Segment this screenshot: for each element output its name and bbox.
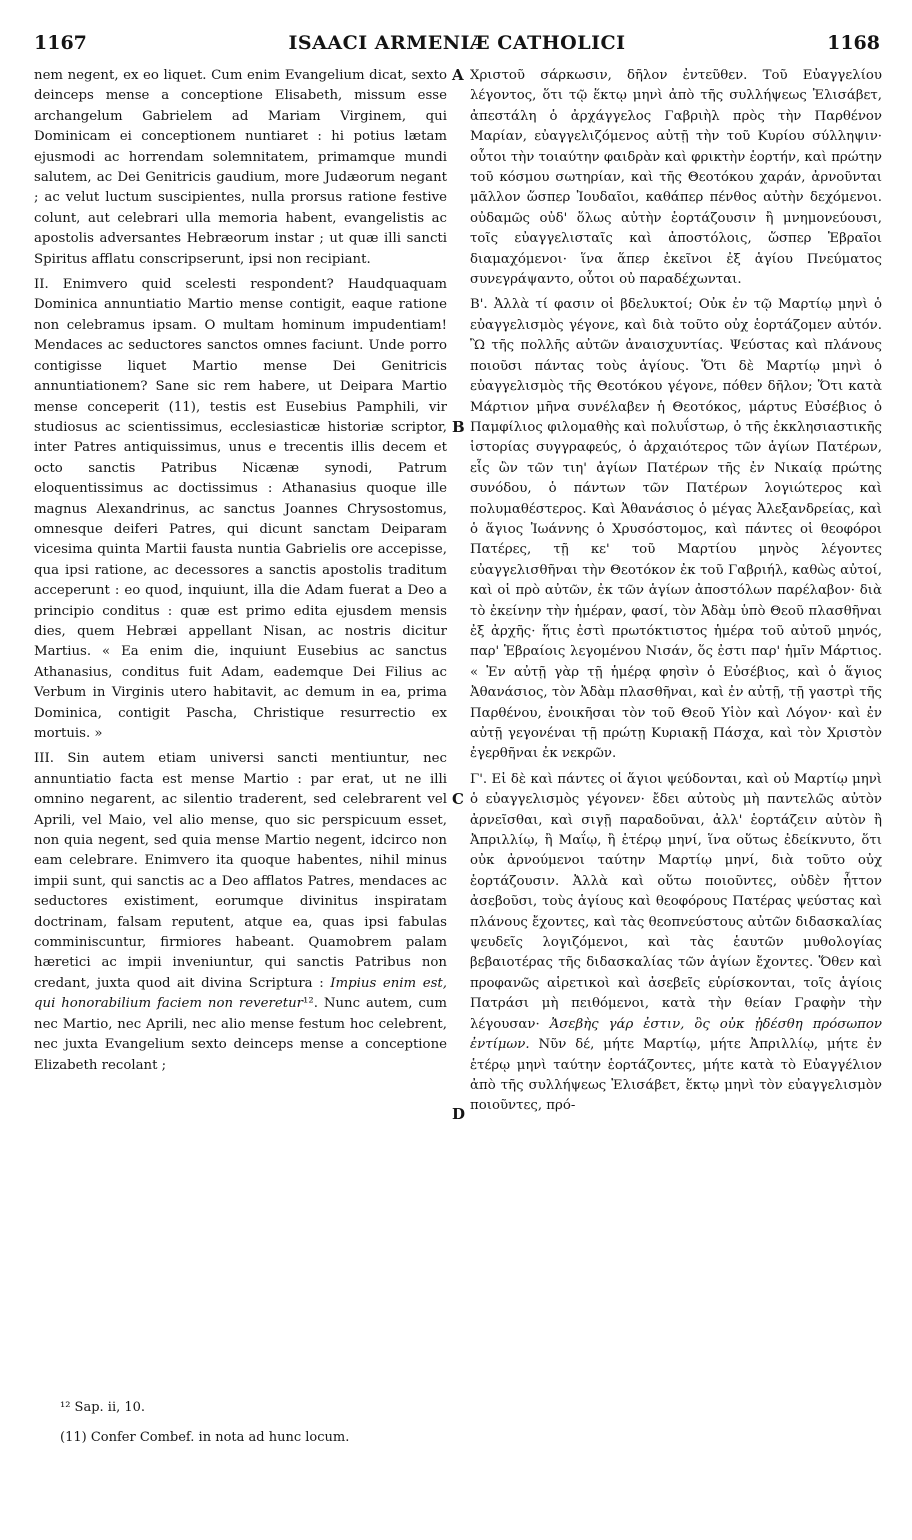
latin-paragraph-3-text: III. Sin autem etiam universi sancti mentiuntur, nec annuntiatio facta est mense Martio : par erat, ut ne illi omnino negarent, ac silentio traderent, sed celebrarent vel Aprili, vel Maio, vel alio mense, quo sic perspicuum esset, non quia negent, sed quia mense Martio negent, idcirco non eam celebrare. Enimvero ita quoque habentes, nihil minus impii sunt, qui sanctis ac a Deo afflatos Patres, mendaces ac seductores existiment, eorumque divinitus inspiratam doctrinam, falsam reputent, atque ea, quas ipsi fabulas comminiscuntur, firmiores habeant. Quamobrem palam hæretici ac impii inveniuntur, qui sanctis Patribus non credant, juxta quod ait divina Scriptura : [34, 751, 447, 991]
page-header [34, 32, 880, 60]
margin-marker-a: A [452, 66, 464, 84]
greek-paragraph-3-text: Γ'. Εἰ δὲ καὶ πάντες οἱ ἅγιοι ψεύδονται, καὶ οὐ Μαρτίῳ μηνὶ ὁ εὐαγγελισμὸς γέγονεν· ἔδει αὐτοὺς μὴ παντελῶς αὐτὸν ἀρνεῖσθαι, καὶ σιγῇ παραδοῦναι, ἀλλ' ἑορτάζειν αὐτὸν ἢ Ἀπριλλίῳ, ἢ Μαΐῳ, ἢ ἑτέρῳ μηνί, ἵνα οὕτως ἐδείκνυτο, ὅτι οὐκ ἀρνούμενοι ταύτην Μαρτίῳ μηνί, διὰ τοῦτο οὐχ ἑορτάζουσιν. Ἀλλὰ καὶ οὕτω ποιοῦντες, οὐδὲν ἧττον ἀσεβοῦσι, τοὺς ἁγίους καὶ θεοφόρους Πατέρας ψεύστας καὶ πλάνους ἔχοντες, καὶ τὰς θεοπνεύστους αὐτῶν διδασκαλίας ψευδεῖς λογιζόμενοι, καὶ τὰς ἑαυτῶν μυθολογίας βεβαιοτέρας τῆς διδασκαλίας τῶν ἁγίων ἔχοντες. Ὅθεν καὶ προφανῶς αἱρετικοὶ καὶ ἀσεβεῖς εὑρίσκονται, τοῖς ἁγίοις Πατράσι μὴ πειθόμενοι, κατὰ τὴν θείαν Γραφὴν τὴν λέγουσαν· [470, 771, 882, 1032]
footnote-ref: ¹² [303, 996, 314, 1012]
greek-scripture-quote: Ἀσεβὴς γάρ ἐστιν, ὃς οὐκ ᾐδέσθη πρόσωπον ἐντίμων. [470, 1016, 882, 1053]
page-number-right: 1168 [827, 32, 880, 54]
latin-paragraph-1: nem negent, ex eo liquet. Cum enim Evangelium dicat, sexto deinceps mense a conceptione Elisabeth, missum esse archangelum Gabrielem ad Mariam Virginem, qui Dominicam ei conceptionem nuntiaret : hi potius lætam ejusmodi ac horrendam solemnitatem, primamque mundi salutem, ac Dei Genitricis gaudium, more Judæorum negant ; ac velut luctum suscipientes, nulla prorsus ratione festive colunt, aut celebrari ulla memoria habent, evangelistis ac apostolis adversantes Hebræorum instar ; ut quæ illi sancti Spiritus afflatu conscripserunt, ipsi non recipiant. [34, 68, 447, 267]
latin-scripture-quote: Impius enim est, qui honorabilium faciem non reveretur [34, 975, 447, 1012]
latin-paragraph-3-end: . Nunc autem, cum nec Martio, nec Aprili, nec alio mense festum hoc celebrent, nec juxta Evangelium sexto deinceps mense a conceptione Elizabeth recolant ; [34, 996, 448, 1073]
margin-marker-b: B [452, 418, 465, 436]
margin-marker-c: C [452, 790, 464, 808]
latin-column [34, 66, 447, 1081]
latin-paragraph-3 [34, 749, 447, 1076]
margin-marker-d: D [452, 1105, 466, 1123]
greek-paragraph-3 [470, 770, 882, 1117]
page-number-left: 1167 [34, 32, 87, 54]
greek-column [470, 66, 882, 1122]
footnote-1: ¹² Sap. ii, 10. [60, 1400, 146, 1415]
greek-paragraph-2: Β'. Ἀλλὰ τί φασιν οἱ βδελυκτοί; Οὐκ ἐν τῷ Μαρτίῳ μηνὶ ὁ εὐαγγελισμὸς γέγονε, καὶ διὰ τοῦτο οὐχ ἑορτάζομεν αὐτόν. Ὢ τῆς πολλῆς αὐτῶν ἀναισχυντίας. Ψεύστας καὶ πλάνους ποιοῦσι πάντας τοὺς ἁγίους. Ὅτι δὲ Μαρτίῳ μηνὶ ὁ εὐαγγελισμὸς τῆς Θεοτόκου γέγονε, πόθεν δῆλον; Ὅτι κατὰ Μάρτιον μῆνα συνέλαβεν ἡ Θεοτόκος, μάρτυς Εὐσέβιος ὁ Παμφίλιος φιλομαθὴς καὶ πολυΐστωρ, ὁ τῆς ἐκκλησιαστικῆς ἱστορίας συγγραφεύς, ὁ ἀρχαιότερος τῶν ἁγίων Πατέρων, εἷς ὢν τῶν τιη' ἁγίων Πατέρων τῆς ἐν Νικαίᾳ πρώτης συνόδου, ὁ πάντων τῶν Πατέρων λογιώτερος καὶ πολυμαθέστερος. Καὶ Ἀθανάσιος ὁ μέγας Ἀλεξανδρείας, καὶ ὁ ἅγιος Ἰωάννης ὁ Χρυσόστομος, καὶ πάντες οἱ θεοφόροι Πατέρες, τῇ κε' τοῦ Μαρτίου μηνὸς λέγοντες εὐαγγελισθῆναι τὴν Θεοτόκον ἐκ τοῦ Γαβριήλ, καθὼς αὐτοί, καὶ οἱ πρὸ αὐτῶν, ἐκ τῶν ἁγίων ἀποστόλων παρέλαβον· διὰ τὸ ἐκείνην τὴν ἡμέραν, φασί, τὸν Ἀδὰμ ὑπὸ Θεοῦ πλασθῆναι ἐξ ἀρχῆς· ἥτις ἐστὶ πρωτόκτιστος ἡμέρα τοῦ αὐτοῦ μηνός, παρ' Ἑβραίοις λεγομένου Νισάν, ὅς ἐστι παρ' ἡμῖν Μάρτιος. « Ἐν αὐτῇ γὰρ τῇ ἡμέρᾳ φησὶν ὁ Εὐσέβιος, καὶ ὁ ἅγιος Ἀθανάσιος, τὸν Ἀδὰμ πλασθῆναι, καὶ ἐν αὐτῇ, τῇ γαστρὶ τῆς Παρθένου, ἐνοικῆσαι τὸν τοῦ Θεοῦ Υἱὸν καὶ Λόγον· καὶ ἐν αὐτῇ γεγονέναι τῇ πρώτῃ Κυριακῇ Πάσχα, καὶ τὸν Χριστὸν ἐγερθῆναι ἐκ νεκρῶν. [470, 297, 882, 762]
running-title: ISAACI ARMENIÆ CATHOLICI [288, 32, 626, 54]
footnote-2: (11) Confer Combef. in nota ad hunc locum. [60, 1430, 350, 1445]
greek-paragraph-1: Χριστοῦ σάρκωσιν, δῆλον ἐντεῦθεν. Τοῦ Εὐαγγελίου λέγοντος, ὅτι τῷ ἕκτῳ μηνὶ ἀπὸ τῆς συλλήψεως Ἐλισάβετ, ἀπεστάλη ὁ ἀρχάγγελος Γαβριὴλ πρὸς τὴν Παρθένον Μαρίαν, εὐαγγελιζόμενος αὐτῇ τὴν τοῦ Κυρίου σύλληψιν· οὗτοι τὴν τοιαύτην φαιδρὰν καὶ φρικτὴν ἑορτήν, καὶ πρώτην τοῦ κόσμου σωτηρίαν, καὶ τῆς Θεοτόκου χαράν, ἀρνοῦνται μᾶλλον ὥσπερ Ἰουδαῖοι, καθάπερ πένθος αὐτὴν δεχόμενοι. οὐδαμῶς οὐδ' ὅλως αὐτὴν ἑορτάζουσιν ἢ μνημονεύουσι, τοῖς εὐαγγελισταῖς καὶ ἀποστόλοις, ὥσπερ Ἑβραῖοι διαμαχόμενοι· ἵνα ἅπερ ἐκεῖνοι ἐξ ἁγίου Πνεύματος συνεγράψαντο, οὗτοι οὐ παραδέχωνται. [470, 68, 882, 288]
greek-paragraph-3-end: Νῦν δέ, μήτε Μαρτίῳ, μήτε Ἀπριλλίῳ, μήτε ἐν ἑτέρῳ μηνὶ ταύτην ἑορτάζοντες, μήτε κατὰ τὸ Εὐαγγέλιον ἀπὸ τῆς συλλήψεως Ἐλισάβετ, ἕκτῳ μηνὶ τὸν εὐαγγελισμὸν ποιοῦντες, πρό- [470, 1037, 882, 1114]
latin-paragraph-2: II. Enimvero quid scelesti respondent? Haudquaquam Dominica annuntiatio Martio mense contigit, eaque ratione non celebramus ipsam. O multam hominum impudentiam! Mendaces ac seductores sanctos omnes faciunt. Unde porro contigisse liquet Martio mense Dei Genitricis annuntiationem? Sane sic rem habere, ut Deipara Martio mense conceperit (11), testis est Eusebius Pamphili, vir studiosus ac scientissimus, ecclesiasticæ historiæ scriptor, inter Patres antiquissimus, unus e trecentis illis decem et octo sanctis Patribus Nicænæ synodi, Patrum eloquentissimus ac doctissimus : Athanasius quoque ille magnus Alexandrinus, ac sanctus Joannes Chrysostomus, omnesque deiferi Patres, qui dicunt sanctam Deiparam vicesima quinta Martii fausta nuntia Gabrielis ore accepisse, qua ipsi ratione, ac decessores a sanctis apostolis traditum acceperunt : eo quod, inquiunt, illa die Adam fuerat a Deo a principio conditus : quæ est primo edita ejusdem mensis dies, quem Hebræi appellant Nisan, ac nostris dicitur Martius. « Ea enim die, inquiunt Eusebius ac sanctus Athanasius, conditus fuit Adam, eademque Dei Filius ac Verbum in Virginis utero habitavit, ac demum in ea, prima Dominica, contigit Pascha, Christique resurrectio ex mortuis. » [34, 277, 447, 741]
